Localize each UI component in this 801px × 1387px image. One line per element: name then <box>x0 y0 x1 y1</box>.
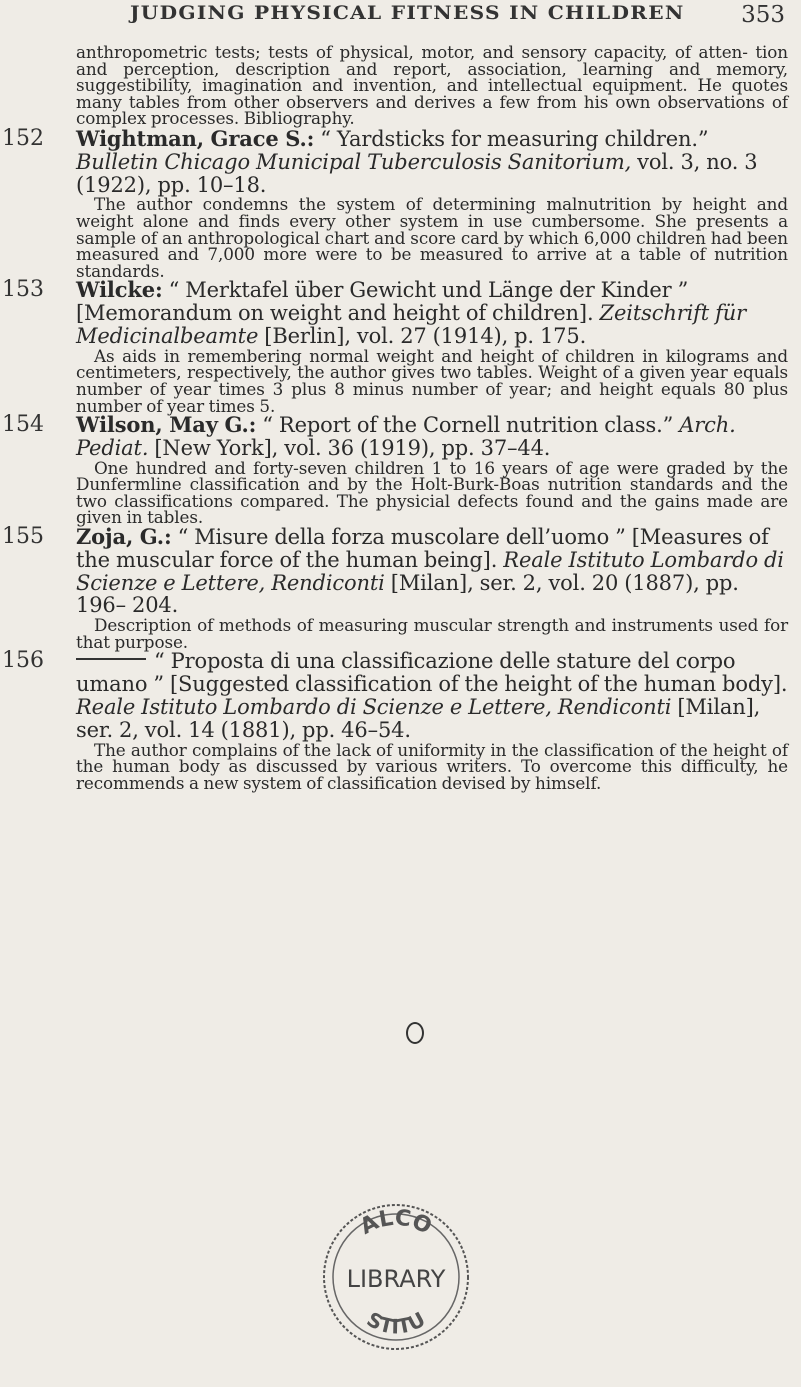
entry-title: “ Yardsticks for measuring children.” <box>320 126 709 151</box>
entry-title: “ Misure della forza muscolare dell’uomo ” [Measures of the muscular force of the human being]. <box>76 525 769 572</box>
entry-details: [New York], vol. 36 (1919), pp. 37–44. <box>154 435 551 460</box>
entry-source: Reale Istituto Lombardo di Scienze e Lettere, Rendiconti <box>76 695 672 720</box>
bibliography-entry-156 <box>2 648 788 793</box>
entry-citation <box>76 526 788 617</box>
entry-citation <box>76 279 788 347</box>
entry-summary: The author complains of the lack of uniformity in the classification of the height of the human body as discussed by various writers. To overcome this difficulty, he recommends a new system of classification devised by himself. <box>76 739 788 793</box>
entry-source: Arch. Pediat. <box>76 413 736 460</box>
entry-author: Wilson, May G.: <box>76 412 257 438</box>
entry-author: Zoja, G.: <box>76 524 172 550</box>
entry-title: “ Report of the Cornell nutrition class.” <box>262 413 674 438</box>
entry-citation <box>76 125 788 197</box>
bibliography-entry-154 <box>2 412 788 528</box>
entry-source: Bulletin Chicago Municipal Tuberculosis Sanitorium, <box>76 149 632 174</box>
bibliography-entry-152 <box>2 125 788 281</box>
running-title: JUDGING PHYSICAL FITNESS IN CHILDREN <box>130 2 685 24</box>
stamp-top-text: ALCO <box>356 1205 436 1240</box>
stamp-bottom-text: STITU <box>362 1306 430 1339</box>
entry-details: [Berlin], vol. 27 (1914), p. 175. <box>264 323 587 348</box>
entry-source: Zeitschrift für Medicinalbeamte <box>76 301 746 348</box>
entry-title: “ Merktafel über Gewicht und Länge der Kinder ” [Memorandum on weight and height of children]. <box>76 278 689 326</box>
entry-citation <box>76 650 788 741</box>
entry-number: 153 <box>2 277 44 303</box>
entry-source: Reale Istituto Lombardo di Scienze e Lettere, Rendiconti <box>76 547 784 595</box>
entry-author: Wightman, Grace S.: <box>76 125 315 151</box>
entry-details: [Milan], ser. 2, vol. 20 (1887), pp. 196– 204. <box>76 570 739 618</box>
entry-number: 156 <box>2 648 44 674</box>
stamp-center-text: LIBRARY <box>346 1265 446 1293</box>
entry-author: Wilcke: <box>76 277 163 303</box>
entry-summary: As aids in remembering normal weight and height of children in kilograms and centimeters, respectively, the author gives two tables. Weight of a given year equals number of year times 3 plus 8 minus number of year; and height equals 80 plus number of year times 5. <box>76 345 788 416</box>
bibliography-entry-155 <box>2 524 788 652</box>
intro-paragraph: anthropometric tests; tests of physical, motor, and sensory capacity, of atten- tion and perception, description and report, association, learning and memory, suggestibility, imagination and invention, and intellectual equipment. He quotes many tables from other observers and derives a few from his own observations of complex processes. Bibliography. <box>76 42 788 129</box>
entry-number: 155 <box>2 524 44 550</box>
entry-details: [Milan], ser. 2, vol. 14 (1881), pp. 46–54. <box>76 695 761 742</box>
entry-details: vol. 3, no. 3 (1922), pp. 10–18. <box>76 149 758 197</box>
entry-summary: One hundred and forty-seven children 1 to 16 years of age were graded by the Dunfermline classification and by the Holt-Burk-Boas nutrition standards and the two classifications compared. The physicial defects found and the gains made are given in tables. <box>76 457 788 528</box>
entry-summary: The author condemns the system of determining malnutrition by height and weight alone and finds every other system in use cumbersome. She presents a sample of an anthropological chart and score card by which 6,000 children had been measured and 7,000 more were to be measured to arrive at a table of nutrition standards. <box>76 194 788 281</box>
end-ornament <box>406 1022 424 1044</box>
bibliography-entry-153 <box>2 277 788 416</box>
entry-summary: Description of methods of measuring muscular strength and instruments used for that purpose. <box>76 615 788 652</box>
page-body <box>2 42 788 793</box>
page-number: 353 <box>741 2 785 28</box>
same-author-dash <box>76 658 146 660</box>
running-header <box>0 2 801 42</box>
entry-citation <box>76 414 788 460</box>
entry-number: 154 <box>2 412 44 438</box>
library-stamp <box>318 1195 474 1355</box>
entry-title: “ Proposta di una classificazione delle stature del corpo umano ” [Suggested classification of the height of the human body]. <box>76 649 788 697</box>
entry-number: 152 <box>2 125 44 151</box>
